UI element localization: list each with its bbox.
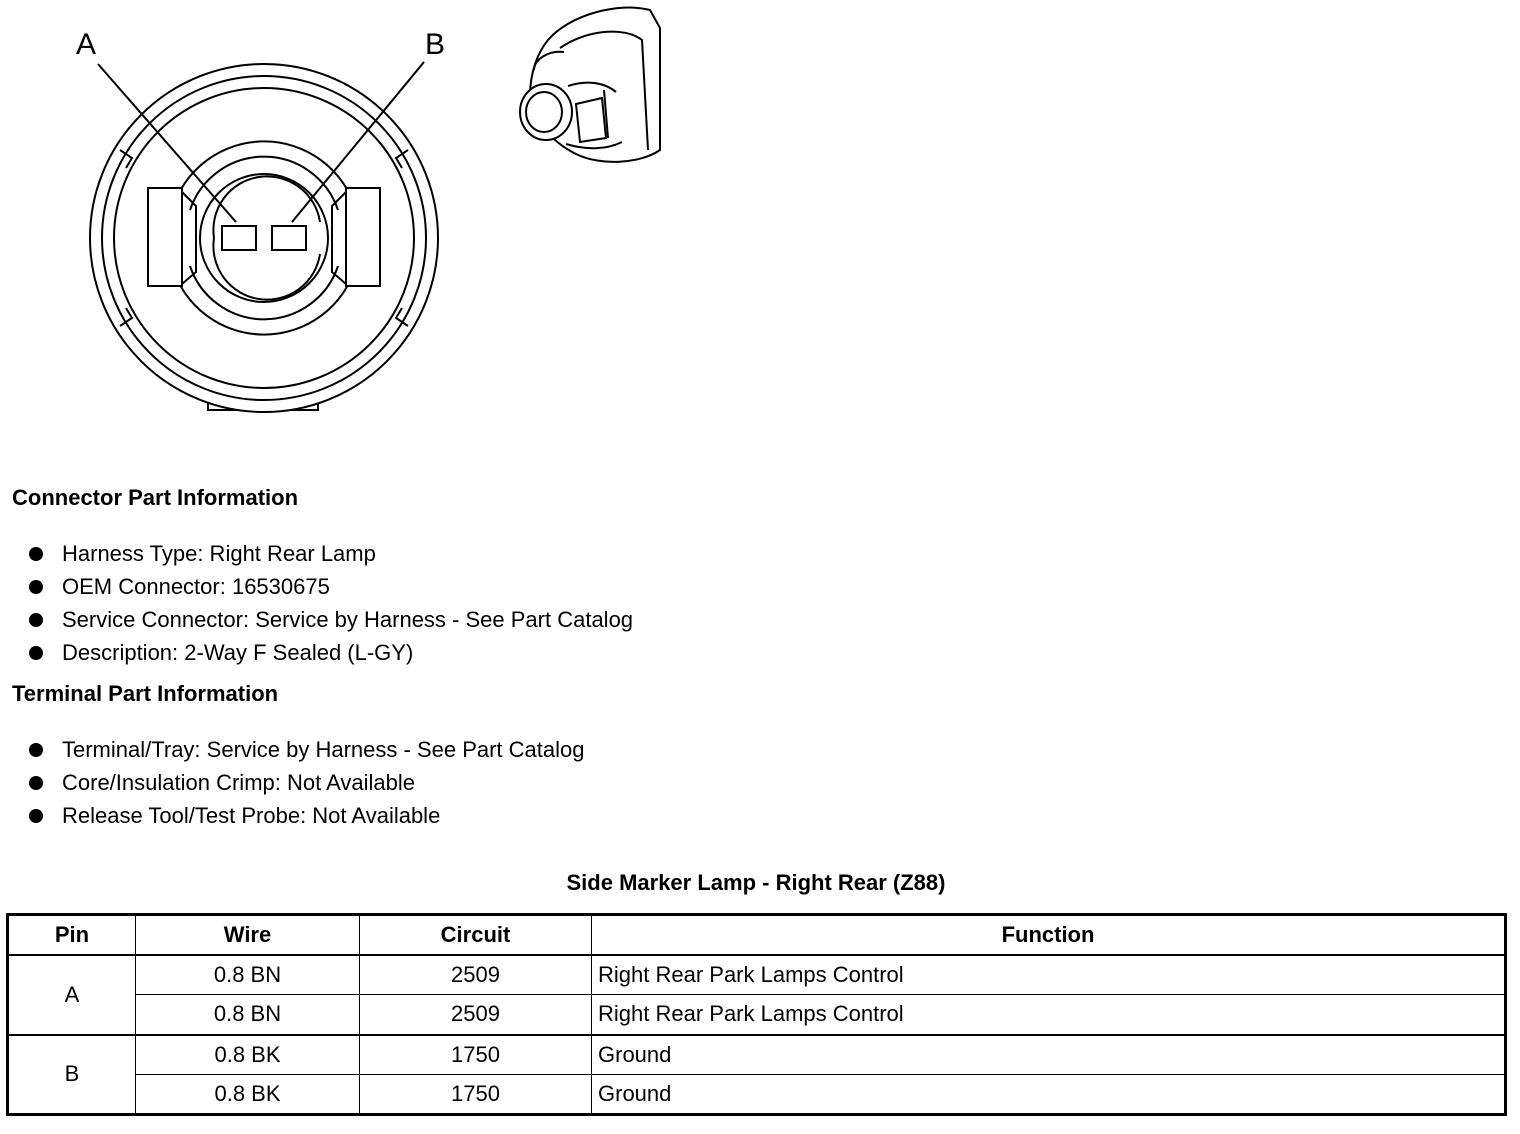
connector-diagram <box>0 0 700 430</box>
wire-cell: 0.8 BN <box>136 995 360 1035</box>
connector-oem-number: OEM Connector: 16530675 <box>62 574 330 599</box>
list-item <box>28 733 585 766</box>
list-item <box>28 603 633 636</box>
function-cell: Right Rear Park Lamps Control <box>592 955 1506 995</box>
pin-label-b: B <box>425 28 446 61</box>
wire-cell: 0.8 BK <box>136 1035 360 1075</box>
table-row <box>8 1035 1506 1075</box>
bullet-icon <box>29 613 43 627</box>
bullet-icon <box>29 646 43 660</box>
pin-table <box>6 913 1507 1116</box>
pin-label-a: A <box>76 28 97 61</box>
circuit-cell: 1750 <box>360 1035 592 1075</box>
terminal-info-heading: Terminal Part Information <box>12 681 279 706</box>
connector-info-list <box>28 537 633 669</box>
connector-description: Description: 2-Way F Sealed (L-GY) <box>62 640 414 665</box>
circuit-cell: 1750 <box>360 1075 592 1115</box>
terminal-release-tool: Release Tool/Test Probe: Not Available <box>62 803 441 828</box>
connector-harness-type: Harness Type: Right Rear Lamp <box>62 541 376 566</box>
bullet-icon <box>29 776 43 790</box>
function-cell: Ground <box>592 1075 1506 1115</box>
list-item <box>28 537 633 570</box>
function-cell: Right Rear Park Lamps Control <box>592 995 1506 1035</box>
wire-cell: 0.8 BK <box>136 1075 360 1115</box>
col-header-function: Function <box>592 915 1506 955</box>
connector-3d-view <box>520 8 660 162</box>
bullet-icon <box>29 547 43 561</box>
bullet-icon <box>29 743 43 757</box>
pin-cell: A <box>8 955 136 1035</box>
wire-cell: 0.8 BN <box>136 955 360 995</box>
list-item <box>28 766 585 799</box>
bullet-icon <box>29 809 43 823</box>
pin-cell: B <box>8 1035 136 1115</box>
connector-info-heading: Connector Part Information <box>12 485 299 510</box>
table-row <box>8 995 1506 1035</box>
col-header-wire: Wire <box>136 915 360 955</box>
pin-table-title: Side Marker Lamp - Right Rear (Z88) <box>566 870 946 895</box>
terminal-tray: Terminal/Tray: Service by Harness - See Part Catalog <box>62 737 585 762</box>
table-header-row <box>8 915 1506 955</box>
table-row <box>8 1075 1506 1115</box>
list-item <box>28 799 585 832</box>
circuit-cell: 2509 <box>360 955 592 995</box>
connector-service: Service Connector: Service by Harness - See Part Catalog <box>62 607 634 632</box>
function-cell: Ground <box>592 1035 1506 1075</box>
col-header-pin: Pin <box>8 915 136 955</box>
list-item <box>28 570 633 603</box>
circuit-cell: 2509 <box>360 995 592 1035</box>
terminal-crimp: Core/Insulation Crimp: Not Available <box>62 770 415 795</box>
connector-face-drawing <box>0 0 700 430</box>
terminal-info-list <box>28 733 585 832</box>
table-row <box>8 955 1506 995</box>
bullet-icon <box>29 580 43 594</box>
list-item <box>28 636 633 669</box>
col-header-circuit: Circuit <box>360 915 592 955</box>
